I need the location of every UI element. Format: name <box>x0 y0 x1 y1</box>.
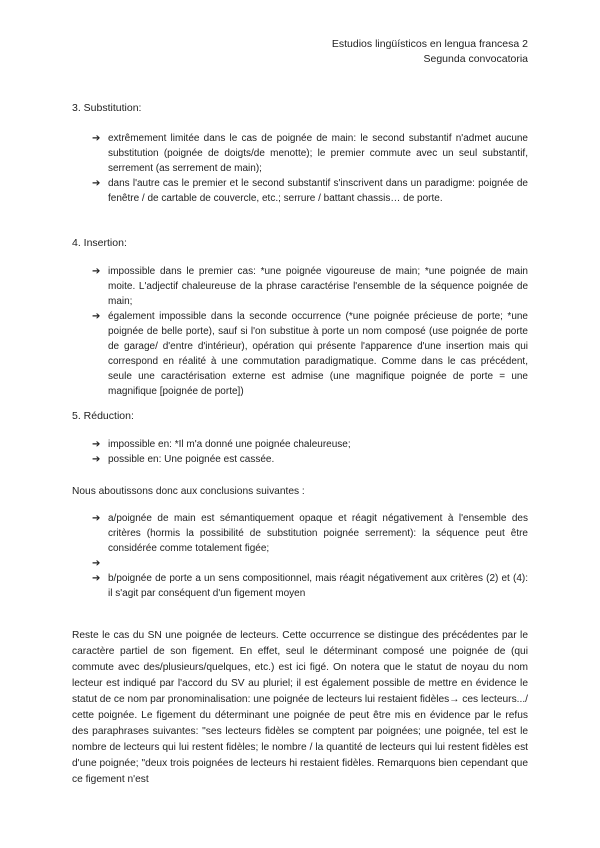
header-course-title: Estudios lingüísticos en lengua francesa 2 <box>331 38 528 50</box>
arrow-icon: ➔ <box>92 558 101 569</box>
list-item <box>92 437 528 452</box>
list-item <box>92 176 528 206</box>
list-item-text: a/poignée de main est sémantiquement opaque et réagit négativement à l'ensemble des critères (hormis la possibilité de substitution poignée serrement): la séquence peut être considérée comme totalement figée; <box>108 513 528 554</box>
arrow-icon: ➔ <box>92 266 101 277</box>
list-item-text: possible en: Une poignée est cassée. <box>108 454 275 465</box>
conclusions-list <box>92 511 528 601</box>
arrow-icon: ➔ <box>92 573 101 584</box>
list-item-text: extrêmement limitée dans le cas de poignée de main: le second substantif n'admet aucune substitution (poignée de doigts/de menotte); le premier commute avec un seul substantif, serrement (as serrement de main); <box>108 133 528 174</box>
section-heading-reduction: 5. Réduction: <box>72 410 134 422</box>
list-item <box>92 452 528 467</box>
list-item <box>92 264 528 309</box>
arrow-icon: ➔ <box>92 133 101 144</box>
list-item <box>92 309 528 399</box>
section-heading-substitution: 3. Substitution: <box>72 102 142 114</box>
list-item <box>92 571 528 601</box>
list-item <box>92 131 528 176</box>
insertion-list <box>92 264 528 399</box>
list-item <box>92 556 528 571</box>
list-item <box>92 511 528 556</box>
arrow-icon: ➔ <box>92 513 101 524</box>
list-item-text: également impossible dans la seconde occurrence (*une poignée précieuse de porte; *une poignée de belle porte), sauf si l'on substitue à porte un nom composé (use poignée de porte de garage/ d'entre d'intérieur), opération qui présente l'apparence d'une insertion mais qui correspond en réalité à une commutation paradigmatique. Comme dans le cas précédent, seule une caractérisation externe est admise (une magnifique poignée de porte = une magnifique [poignée de porte]) <box>108 311 528 397</box>
conclusion-intro: Nous aboutissons donc aux conclusions suivantes : <box>72 486 305 497</box>
body-paragraph: Reste le cas du SN une poignée de lecteurs. Cette occurrence se distingue des précédentes par le caractère partiel de son figement. En effet, seul le déterminant composé une poignée de (qui commute avec des/plusieurs/quelques, etc.) est ici figé. On notera que le statut de noyau du nom lecteur est indiqué par l'accord du SV au pluriel; il est également possible de mettre en évidence le statut de ce nom par pronominalisation: une poignée de lecteurs lui restaient fidèles→ ces lecteurs.../ cette poignée. Le figement du déterminant une poignée de peut être mis en évidence par le refus des paraphrases suivantes: "ses lecteurs fidèles se comptent par poignées; une poignée, tel est le nombre de lecteurs qui lui restent fidèles; le nombre / la quantité de lecteurs qui lui restent fidèles est d'une poignée; "deux trois poignées de lecteurs hi restaient fidèles. Remarquons bien cependant que ce figement n'est <box>72 630 528 785</box>
header-session: Segunda convocatoria <box>423 53 528 65</box>
document-header <box>332 37 528 67</box>
reduction-list <box>92 437 528 467</box>
list-item-text: impossible en: *Il m'a donné une poignée chaleureuse; <box>108 439 351 450</box>
substitution-list <box>92 131 528 206</box>
list-item-text: impossible dans le premier cas: *une poignée vigoureuse de main; *une poignée de main moite. L'adjectif chaleureuse de la phrase caractérise l'ensemble de la séquence poignée de main; <box>108 266 528 307</box>
list-item-text: dans l'autre cas le premier et le second substantif s'inscrivent dans un paradigme: poignée de fenêtre / de cartable de couvercle, etc.; serrure / battant chassis… de porte. <box>108 178 528 204</box>
list-item-text: b/poignée de porte a un sens compositionnel, mais réagit négativement aux critères (2) et (4): il s'agit par conséquent d'un figement moyen <box>108 573 528 599</box>
section-heading-insertion: 4. Insertion: <box>72 237 127 249</box>
arrow-icon: ➔ <box>92 439 101 450</box>
arrow-icon: ➔ <box>92 178 101 189</box>
arrow-icon: ➔ <box>92 454 101 465</box>
arrow-icon: ➔ <box>92 311 101 322</box>
